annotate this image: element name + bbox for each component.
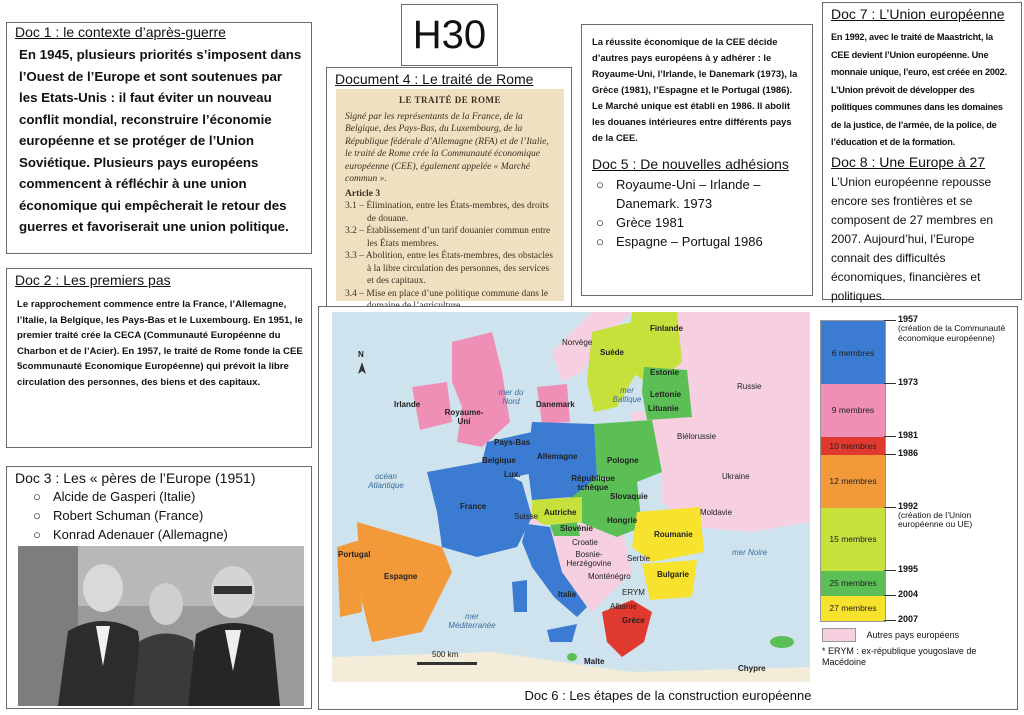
doc5-box xyxy=(581,24,813,296)
region-sicily xyxy=(547,624,577,642)
doc7-8-box xyxy=(822,2,1022,303)
map-label-malte: Malte xyxy=(584,657,605,666)
legend-year-tick xyxy=(884,570,896,571)
map-label-portugal: Portugal xyxy=(338,550,371,559)
map-label-croatie: Croatie xyxy=(572,538,598,547)
legend-year-note: (création de l’Union européenne ou UE) xyxy=(898,509,973,530)
doc5-list xyxy=(592,175,802,251)
sea-label-nord: mer du Nord xyxy=(498,388,524,406)
legend-year-tick xyxy=(884,454,896,455)
doc6-caption: Doc 6 : Les étapes de la construction européenne xyxy=(524,688,812,703)
map-label-lettonie: Lettonie xyxy=(650,390,682,399)
page-title: H30 xyxy=(412,13,487,57)
legend-year-note: (création de la Communauté économique européenne) xyxy=(898,323,1006,343)
map-label-bosnie: Bosnie-Herzégovine xyxy=(566,550,612,568)
sea-label-noire: mer Noire xyxy=(732,548,768,557)
map-label-pologne: Pologne xyxy=(607,456,639,465)
legend-segment: 15 membres xyxy=(821,508,885,571)
map-label-lituanie: Lituanie xyxy=(648,404,679,413)
doc4-item: 3.1 – Élimination, entre les États-membres, des droits de douane. xyxy=(345,201,549,224)
legend-year-tick xyxy=(884,436,896,437)
map-label-serbie: Serbie xyxy=(627,554,651,563)
europe-map-drawing xyxy=(332,312,810,682)
legend-erym-note: * ERYM : ex-république yougoslave de Macédoine xyxy=(822,646,977,667)
sea-label-baltique: mer Baltique xyxy=(612,386,642,404)
legend-year-label: 2007 xyxy=(898,614,919,624)
list-item: ○ Robert Schuman (France) xyxy=(29,506,303,525)
map-label-lux: Lux. xyxy=(504,470,521,479)
map-label-albanie: Albanie xyxy=(610,602,637,611)
doc4-title: Document 4 : Le traité de Rome xyxy=(335,71,534,87)
legend-year-label: 1957 (création de la Communauté économique européenne) xyxy=(898,314,1008,343)
legend-year-tick xyxy=(884,383,896,384)
legend-year-label: 1986 xyxy=(898,447,919,458)
legend-year-tick xyxy=(884,507,896,508)
legend-segment: 10 membres xyxy=(821,437,885,455)
list-item: ○ Alcide de Gasperi (Italie) xyxy=(29,487,303,506)
legend-year-label: 1992 (création de l’Union européenne ou UE) xyxy=(898,501,1008,530)
legend-other-label: Autres pays européens xyxy=(866,630,960,640)
legend-year-label: 1995 xyxy=(898,563,919,574)
doc3-title: Doc 3 : Les « pères de l’Europe (1951) xyxy=(15,470,256,486)
legend-other xyxy=(822,628,959,642)
map-label-norvege: Norvège xyxy=(562,338,593,347)
map-label-espagne: Espagne xyxy=(384,572,418,581)
legend-year-label: 2004 xyxy=(898,588,919,599)
map-label-bulgarie: Bulgarie xyxy=(657,570,690,579)
sea-label-mediterranee: mer Méditerranée xyxy=(448,612,496,630)
doc2-text: Le rapprochement commence entre la France, l’Allemagne, l’Italie, la Belgique, les Pays-Bas et le Luxembourg. En 1951, le premier traité crée la CECA (Communauté Européenne du Charbon et de l’Acier). En 1957, le traité de Rome fonde la CEE 5communauté Economique Européenne) qui prévoit la libre circulation des personnes, des biens et des capitaux. xyxy=(17,299,303,388)
region-cyprus xyxy=(770,636,794,648)
north-label: N xyxy=(358,350,364,359)
doc4-item: 3.4 – Mise en place d’une politique commune dans le xyxy=(345,288,549,299)
legend-years xyxy=(884,314,1014,624)
sea-label-atlantique: océan Atlantique xyxy=(368,472,404,490)
map-label-moldavie: Moldavie xyxy=(700,508,733,517)
map-label-hongrie: Hongrie xyxy=(607,516,638,525)
doc7-text: En 1992, avec le traité de Maastricht, la CEE devient l’Union européenne. Une monnaie unique, l’euro, est créée en 2002. L’Union prévoit de développer des politiques communes dans les domaines de la justice, de l’armée, de la police, de l’éducation et de la formation. xyxy=(831,32,1007,147)
map-label-russie: Russie xyxy=(737,382,762,391)
map-label-irlande: Irlande xyxy=(394,400,421,409)
legend-year-tick xyxy=(884,595,896,596)
legend-year-tick xyxy=(884,620,896,621)
doc4-item: 3.3 – Abolition, entre les États-membres, des obstacles à la libre circulation des personnes, des services et des capitaux. xyxy=(345,251,553,286)
legend-segment: 9 membres xyxy=(821,384,885,437)
europe-map xyxy=(332,312,810,682)
map-label-ukraine: Ukraine xyxy=(722,472,750,481)
map-label-roumanie: Roumanie xyxy=(654,530,693,539)
doc5-title: Doc 5 : De nouvelles adhésions xyxy=(592,156,789,172)
doc1-title: Doc 1 : le contexte d’après-guerre xyxy=(15,24,226,40)
doc7-title: Doc 7 : L’Union européenne xyxy=(831,6,1005,22)
doc4-intro: Signé par les représentants de la France, de la Belgique, des Pays-Bas, du Luxembourg, de la République fédérale d’Allemagne (RFA) et de l’Italie, le traité de Rome crée la Communauté économique européenne (CEE), également appelée « Marché commun ». xyxy=(345,111,549,184)
map-label-estonie: Estonie xyxy=(650,368,679,377)
doc1-text: En 1945, plusieurs priorités s’imposent dans l’Ouest de l’Europe et sont soutenues par les Etats-Unis : il faut éviter un nouveau conflit mondial, reconstruire l’économie européenne et se protéger de l’Union Soviétique. Plusieurs pays européens commencent à réfléchir à une union économique qui empêcherait le retour des guerres et favoriserait une union politique. xyxy=(19,47,302,234)
doc4-treaty-scan xyxy=(336,89,564,301)
map-label-grece: Grèce xyxy=(622,616,645,625)
map-label-montenegro: Monténégro xyxy=(588,572,631,581)
legend-year-label: 1973 xyxy=(898,377,919,388)
map-label-chypre: Chypre xyxy=(738,664,766,673)
map-label-royaume-uni: Royaume-Uni xyxy=(444,408,484,426)
map-label-suede: Suède xyxy=(600,348,625,357)
list-item: ○ Royaume-Uni – Irlande – Danemark. 1973 xyxy=(592,175,802,213)
founders-photo xyxy=(18,546,304,706)
north-arrow xyxy=(358,362,366,374)
region-spain xyxy=(357,522,452,642)
doc1-box xyxy=(6,22,312,254)
page-title-box xyxy=(401,4,498,66)
map-label-pays-bas: Pays-Bas xyxy=(494,438,531,447)
region-bulgaria xyxy=(642,560,697,600)
map-label-bielorussie: Biélorussie xyxy=(677,432,717,441)
legend-segment: 27 membres xyxy=(821,596,885,621)
legend-other-swatch xyxy=(822,628,856,642)
doc3-list xyxy=(29,487,303,544)
doc4-article: Article 3 xyxy=(345,188,381,199)
map-label-danemark: Danemark xyxy=(536,400,575,409)
doc8-title: Doc 8 : Une Europe à 27 xyxy=(831,153,986,170)
region-sardinia xyxy=(512,580,527,612)
legend-segment: 25 membres xyxy=(821,571,885,596)
list-item: ○ Konrad Adenauer (Allemagne) xyxy=(29,525,303,544)
legend-segment: 6 membres xyxy=(821,321,885,384)
scale-bar-graphic xyxy=(417,662,477,665)
map-label-france: France xyxy=(460,502,487,511)
legend-year-label: 1981 xyxy=(898,429,919,440)
legend-segment: 12 membres xyxy=(821,455,885,508)
legend-year-tick xyxy=(884,320,896,321)
founders-photo-drawing xyxy=(18,546,304,706)
map-label-slovaquie: Slovaquie xyxy=(610,492,648,501)
scale-label: 500 km xyxy=(432,650,459,659)
map-label-allemagne: Allemagne xyxy=(537,452,578,461)
doc4-item: 3.2 – Établissement d’un tarif douanier commun entre les États membres. xyxy=(345,226,551,249)
doc2-title: Doc 2 : Les premiers pas xyxy=(15,272,171,288)
region-malta xyxy=(567,653,577,661)
doc4-heading: LE TRAITÉ DE ROME xyxy=(398,95,502,105)
map-label-slovenie: Slovénie xyxy=(560,524,593,533)
doc2-box xyxy=(6,268,312,448)
map-label-rep-tcheque: République tchèque xyxy=(571,474,615,492)
map-label-finlande: Finlande xyxy=(650,324,683,333)
list-item: ○ Grèce 1981 xyxy=(592,213,802,232)
map-legend xyxy=(810,312,1014,682)
map-label-autriche: Autriche xyxy=(544,508,577,517)
map-label-suisse: Suisse xyxy=(514,512,539,521)
map-label-erym: ERYM xyxy=(622,588,645,597)
doc8-text: L’Union européenne repousse encore ses frontières et se composent de 27 membres en 2007. Aujourd’hui, l’Europe connait des difficultés économiques, financières et politiques. xyxy=(831,174,994,303)
doc5-intro: La réussite économique de la CEE décide d’autres pays européens à y adhérer : le Royaume-Uni, l’Irlande, le Danemark (1973), la Grèce (1981), l’Espagne et le Portugal (1986). Le Marché unique est établi en 1986. Il abolit les douanes intérieures entre différents pays de la CEE. xyxy=(592,36,798,143)
map-label-belgique: Belgique xyxy=(482,456,516,465)
map-label-italie: Italie xyxy=(558,590,577,599)
legend-bar xyxy=(820,320,886,622)
list-item: ○ Espagne – Portugal 1986 xyxy=(592,232,802,251)
